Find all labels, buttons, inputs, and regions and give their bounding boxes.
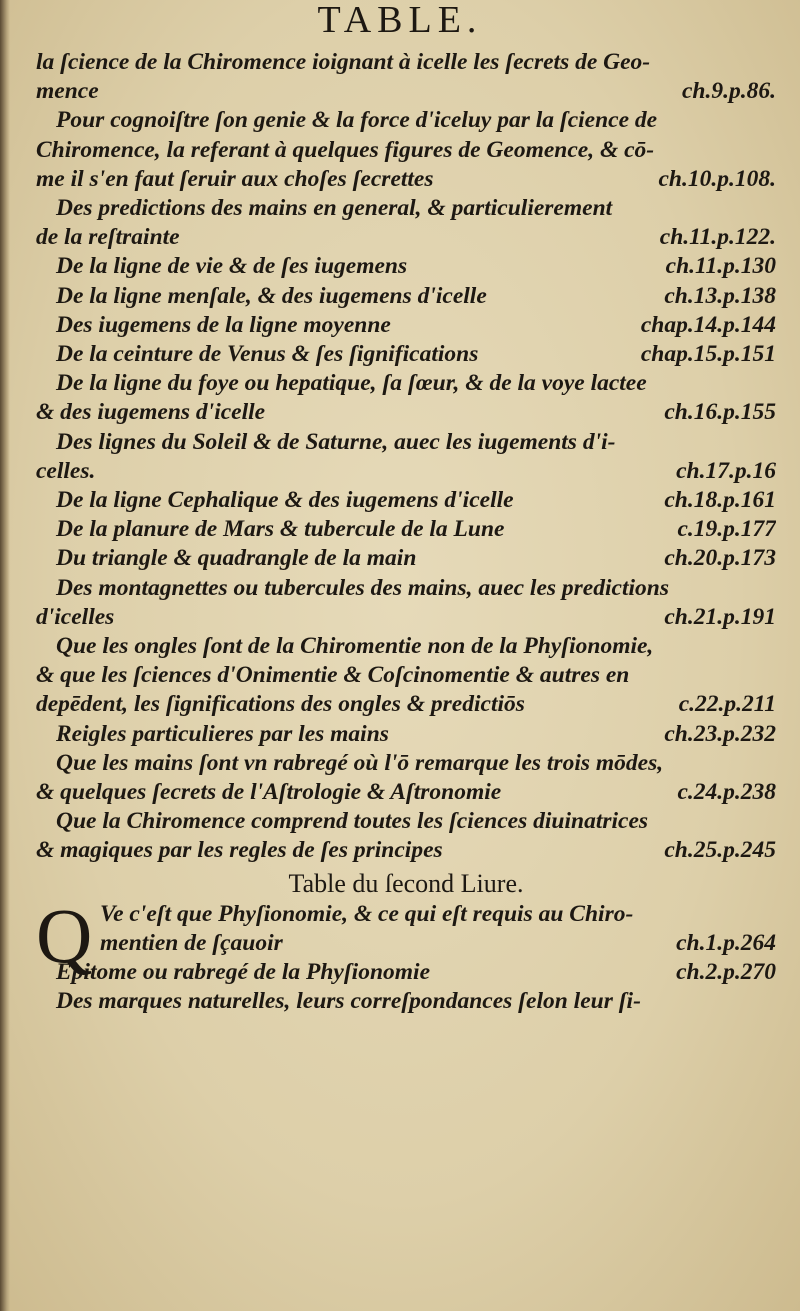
toc-entry <box>36 194 776 252</box>
entry-title-text: mentien de ſçauoir <box>100 929 283 956</box>
entry-title-text: De la ligne de vie & de ſes iugemens <box>56 253 408 280</box>
entry-title-text: depēdent, les ſignifications des ongles & predictiōs <box>36 691 525 718</box>
drop-cap: Q <box>36 891 93 979</box>
toc-entry <box>36 252 776 281</box>
toc-entry <box>36 311 776 340</box>
chapter-page-ref: c.19.p.177 <box>677 516 776 543</box>
chapter-page-ref: ch.2.p.270 <box>676 959 776 986</box>
toc-entry <box>36 544 776 573</box>
entry-title-text: De la ceinture de Venus & ſes ſignifications <box>56 341 479 368</box>
entry-line: De la ligne du foye ou hepatique, ſa ſœur, & de la voye lactee <box>56 370 647 397</box>
entry-final-line <box>36 778 776 807</box>
toc-entry <box>36 515 776 544</box>
toc-entry <box>36 987 776 1016</box>
entry-title-text: De la planure de Mars & tubercule de la Lune <box>56 516 505 543</box>
chapter-page-ref: ch.13.p.138 <box>664 282 776 309</box>
second-book-entries <box>36 958 776 1016</box>
toc-entry <box>36 486 776 515</box>
entry-line: Ve c'eſt que Phyſionomie, & ce qui eſt requis au Chiro- <box>100 900 634 927</box>
entry-line: Des lignes du Soleil & de Saturne, auec les iugements d'i- <box>56 428 616 455</box>
chapter-page-ref: chap.14.p.144 <box>640 311 776 338</box>
entry-title-text: me il s'en faut ſeruir aux choſes ſecrettes <box>36 165 434 192</box>
toc-entry <box>36 958 776 987</box>
chapter-page-ref: ch.9.p.86. <box>682 78 776 105</box>
chapter-page-ref: ch.21.p.191 <box>664 603 776 630</box>
section-title: Table du ſecond Liure. <box>288 868 524 898</box>
chapter-page-ref: ch.18.p.161 <box>664 487 776 514</box>
entry-line: Des predictions des mains en general, & particulierement <box>56 195 613 222</box>
table-of-contents <box>36 48 776 1017</box>
first-entry-lines <box>100 900 776 958</box>
entry-line: Des montagnettes ou tubercules des mains, auec les predictions <box>56 574 669 601</box>
chapter-page-ref: ch.1.p.264 <box>676 929 776 956</box>
chapter-page-ref: chap.15.p.151 <box>640 341 776 368</box>
entry-final-line <box>36 486 776 515</box>
toc-entry <box>36 282 776 311</box>
toc-entry <box>36 749 776 807</box>
entry-final-line <box>36 836 776 865</box>
toc-entry <box>36 428 776 486</box>
entry-line: Chiromence, la referant à quelques figures de Geomence, & cō- <box>36 136 655 163</box>
entry-title-text: De la ligne Cephalique & des iugemens d'icelle <box>56 487 514 514</box>
toc-entry <box>36 574 776 632</box>
entry-title-text: De la ligne menſale, & des iugemens d'icelle <box>56 282 487 309</box>
entry-final-line <box>36 282 776 311</box>
chapter-page-ref: ch.17.p.16 <box>676 457 776 484</box>
entry-title-text: & quelques ſecrets de l'Aſtrologie & Aſtronomie <box>36 779 502 806</box>
entry-line: Pour cognoiſtre ſon genie & la force d'iceluy par la ſcience de <box>56 107 658 134</box>
entry-final-line <box>36 252 776 281</box>
chapter-page-ref: ch.20.p.173 <box>664 545 776 572</box>
toc-entry <box>36 106 776 194</box>
entry-final-line <box>36 340 776 369</box>
entry-title-text: Reigles particulieres par les mains <box>56 720 389 747</box>
entry-title-text: Du triangle & quadrangle de la main <box>56 545 417 572</box>
entry-final-line <box>36 398 776 427</box>
first-book-entries <box>36 48 776 866</box>
entry-title-text: de la reſtrainte <box>36 224 180 251</box>
entry-title-text: Des iugemens de la ligne moyenne <box>56 311 391 338</box>
toc-entry <box>36 807 776 865</box>
entry-final-line <box>36 457 776 486</box>
entry-line: Que la Chiromence comprend toutes les ſciences diuinatrices <box>56 808 649 835</box>
entry-title-text: & des iugemens d'icelle <box>36 399 266 426</box>
entry-final-line <box>36 223 776 252</box>
chapter-page-ref: c.24.p.238 <box>677 779 776 806</box>
entry-title-text: & magiques par les regles de ſes principes <box>36 837 443 864</box>
entry-final-line <box>36 165 776 194</box>
entry-final-line <box>36 603 776 632</box>
entry-final-line <box>36 544 776 573</box>
entry-final-line <box>36 720 776 749</box>
entry-line: Que les mains ſont vn rabregé où l'ō remarque les trois mōdes, <box>56 749 664 776</box>
toc-entry <box>36 48 776 106</box>
running-head: TABLE. <box>317 0 483 41</box>
entry-final-line <box>36 515 776 544</box>
chapter-page-ref: ch.11.p.130 <box>665 253 776 280</box>
chapter-page-ref: ch.16.p.155 <box>664 399 776 426</box>
chapter-page-ref: c.22.p.211 <box>678 691 776 718</box>
entry-final-line <box>36 311 776 340</box>
entry-title-text: Epitome ou rabregé de la Phyſionomie <box>56 959 431 986</box>
entry-title-text: d'icelles <box>36 603 115 630</box>
entry-line: la ſcience de la Chiromence ioignant à icelle les ſecrets de Geo- <box>36 49 651 75</box>
entry-title-text: celles. <box>36 457 96 484</box>
entry-final-line <box>36 690 776 719</box>
entry-line: Que les ongles ſont de la Chiromentie non de la Phyſionomie, <box>56 633 654 660</box>
entry-final-line <box>36 77 776 106</box>
chapter-page-ref: ch.23.p.232 <box>664 720 776 747</box>
toc-entry <box>36 720 776 749</box>
toc-entry <box>36 632 776 720</box>
chapter-page-ref: ch.11.p.122. <box>659 224 776 251</box>
page-edge-shadow <box>0 0 10 1311</box>
entry-line: Des marques naturelles, leurs correſpondances ſelon leur ſi- <box>56 988 641 1015</box>
entry-line: & que les ſciences d'Onimentie & Coſcinomentie & autres en <box>36 662 630 689</box>
toc-entry <box>36 340 776 369</box>
chapter-page-ref: ch.10.p.108. <box>658 165 776 192</box>
entry-final-line <box>36 958 776 987</box>
toc-entry <box>36 369 776 427</box>
entry-final-line <box>100 929 776 958</box>
chapter-page-ref: ch.25.p.245 <box>664 837 776 864</box>
entry-title-text: mence <box>36 78 99 105</box>
